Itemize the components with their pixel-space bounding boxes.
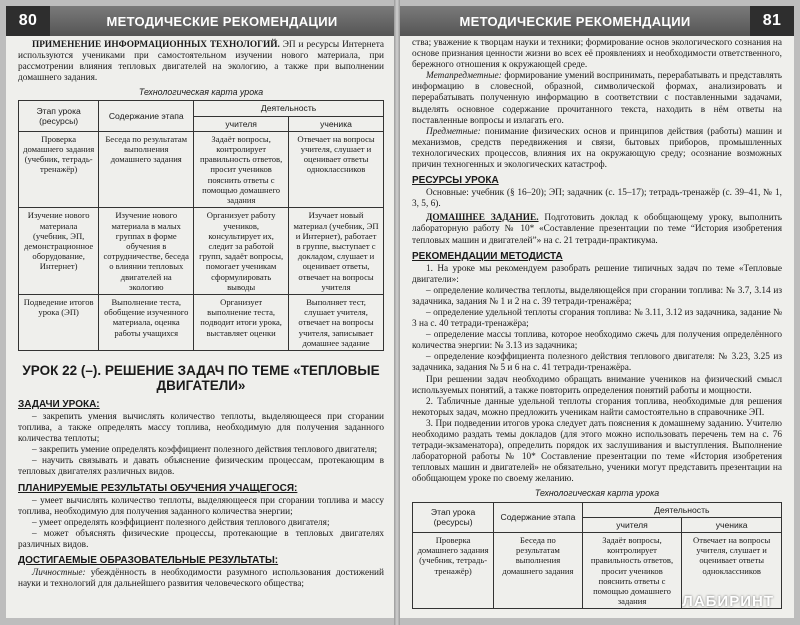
personal-label: Личностные:: [32, 567, 86, 578]
achievements-heading: ДОСТИГАЕМЫЕ ОБРАЗОВАТЕЛЬНЫЕ РЕЗУЛЬТАТЫ:: [18, 554, 279, 566]
cell-content: Изучение нового материала в малых группах в форме обучения в сотрудничестве, беседа о влиянии тепловых двигателей на экологию: [99, 208, 194, 295]
col-header-content: Содержание этапа: [494, 502, 583, 532]
table-row: [19, 131, 384, 207]
col-header-content: Содержание этапа: [99, 101, 194, 131]
list-item: – может объяснять физические процессы, протекающие в тепловых двигателях различных видов.: [18, 528, 384, 550]
right-header-title: МЕТОДИЧЕСКИЕ РЕКОМЕНДАЦИИ: [459, 13, 691, 29]
resources-heading: РЕСУРСЫ УРОКА: [412, 175, 499, 187]
left-tech-map-table: [18, 100, 384, 350]
cell-stage: Проверка домашнего задания (учебник, тетрадь-тренажёр): [19, 131, 99, 207]
cell-student: Выполняет тест, слушает учителя, отвечает на вопросы учителя, записывает домашнее задание: [289, 294, 384, 350]
list-item: – определение массы топлива, которое необходимо сжечь для получения определённого количества энергии: № 3.13 из задачника;: [412, 330, 782, 352]
col-header-student: ученика: [289, 116, 384, 131]
cell-content: Беседа по результатам выполнения домашнего задания: [99, 131, 194, 207]
homework-paragraph: [412, 213, 782, 246]
cell-teacher: Задаёт вопросы, контролирует правильность ответов, просит учеников пояснить ответы с помощью домашнего задания: [194, 131, 289, 207]
labirint-watermark: ЛАБИРИНТ: [682, 593, 774, 610]
right-page-content: [400, 36, 794, 609]
left-page-number: 80: [6, 6, 50, 36]
rec-3: 3. При подведении итогов урока следует дать пояснения к домашнему заданию. Учителю необходимо раздать темы докладов (для этого можно использовать перечень тем на с. 76 тетради-экзаменатора), определить порядок их заслушивания и выступления. Выполнение лабораторной работы № 10* Составление презентации по теме «История изобретения тепловых машин и двигателей» не обязательно, ученики могут представить презентации на обобщающем уроке по своему желанию.: [412, 418, 782, 485]
tasks-heading: ЗАДАЧИ УРОКА:: [18, 398, 100, 410]
intro-heading: ПРИМЕНЕНИЕ ИНФОРМАЦИОННЫХ ТЕХНОЛОГИЙ.: [32, 40, 280, 50]
cell-content: Беседа по результатам выполнения домашнего задания: [494, 532, 583, 608]
col-header-stage: Этап урока (ресурсы): [19, 101, 99, 131]
homework-heading: ДОМАШНЕЕ ЗАДАНИЕ.: [426, 213, 539, 224]
left-page: [6, 6, 394, 618]
continued-paragraph: ства; уважение к творцам науки и техники; формирование основ экологического сознания на основе признания ценности жизни во всех её проявлениях и необходимости ответственного, бережного отношения к окружающей среде.: [412, 38, 782, 71]
list-item: – определение коэффициента полезного действия теплового двигателя: № 3.23, 3.25 из задачника, задания № 5 и 6 на с. 41 тетради-тренажёра.: [412, 352, 782, 374]
left-page-header: [6, 6, 394, 36]
cell-student: Отвечает на вопросы учителя, слушает и оценивает ответы одноклассников: [289, 131, 384, 207]
intro-paragraph: [18, 40, 384, 84]
left-table-title: Технологическая карта урока: [138, 87, 264, 98]
intro-text: ЭП и ресурсы Интернета используются учениками при самостоятельном изучении нового материала, при рассмотрении влияния тепловых двигателей на экологию, а также при выполнении домашнего задания.: [18, 40, 385, 84]
recommendations-heading: РЕКОМЕНДАЦИИ МЕТОДИСТА: [412, 250, 563, 262]
list-item: – умеет вычислять количество теплоты, выделяющееся при сгорании топлива и массу топлива, необходимую для получения заданного количества энергии;: [18, 495, 384, 517]
resources-text: Основные: учебник (§ 16–20); ЭП; задачник (с. 15–17); тетрадь-тренажёр (с. 39–41, № 1, 3, 5, 6).: [412, 188, 782, 210]
right-page-number: 81: [750, 6, 794, 36]
list-item: – закрепить умения вычислять количество теплоты, выделяющееся при сгорании топлива, а также определять массу топлива, необходимую для получения заданного количества теплоты;: [18, 411, 384, 445]
cell-teacher: Задаёт вопросы, контролирует правильность ответов, просит учеников пояснить ответы с помощью домашнего задания: [582, 532, 682, 608]
list-item: – умеет определять коэффициент полезного действия теплового двигателя;: [32, 517, 330, 528]
table-row: [19, 294, 384, 350]
left-page-content: [6, 36, 394, 590]
rec-2: 2. Табличные данные удельной теплоты сгорания топлива, необходимые для решения некоторых задач, можно предложить ученикам найти самостоятельно в справочнике ЭП.: [412, 396, 782, 418]
subject-label: Предметные:: [426, 126, 481, 137]
right-page-header: [400, 6, 794, 36]
cell-stage: Проверка домашнего задания (учебник, тетрадь-тренажёр): [413, 532, 494, 608]
right-table-title: Технологическая карта урока: [534, 488, 660, 499]
col-header-activity: Деятельность: [582, 502, 781, 517]
list-item: – закрепить умение определять коэффициент полезного действия теплового двигателя;: [32, 445, 378, 456]
subject-text: понимание физических основ и принципов действия (работы) машин и механизмов, средств передвижения и связи, бытовых приборов, промышленных технологических процессов, влияния их на окружающую среду; осознание возможных причин техногенных и экологических катастроф.: [412, 126, 782, 171]
meta-label: Метапредметные:: [426, 71, 502, 82]
cell-stage: Подведение итогов урока (ЭП): [19, 294, 99, 350]
list-item: – определение удельной теплоты сгорания топлива: № 3.11, 3.12 из задачника, задание № 3 на с. 40 тетради-тренажёра;: [412, 307, 782, 330]
lesson-title: УРОК 22 (–). РЕШЕНИЕ ЗАДАЧ ПО ТЕМЕ «ТЕПЛОВЫЕ ДВИГАТЕЛИ»: [22, 362, 380, 393]
subject-results: [412, 127, 782, 171]
cell-content: Выполнение теста, обобщение изученного материала, оценка работы учащихся: [99, 294, 194, 350]
rec-1: 1. На уроке мы рекомендуем разобрать решение типичных задач по теме «Тепловые двигатели»:: [412, 263, 782, 285]
cell-teacher: Организует работу учеников, консультирует их, следит за работой групп, задаёт вопросы, помогает ученикам сформулировать выводы: [194, 208, 289, 295]
personal-text: убеждённость в необходимости разумного использования достижений науки и технологий для дальнейшего развития человеческого общества;: [18, 567, 384, 590]
col-header-activity: Деятельность: [194, 101, 384, 116]
homework-text: Подготовить доклад к обобщающему уроку, выполнить лабораторную работу № 10* «Составление презентации по теме “История изобретения тепловых машин и двигателей”» на с. 21 тетради-практикума.: [412, 213, 782, 246]
cell-student: Отвечает на вопросы учителя, слушает и оценивает ответы одноклассников: [682, 532, 782, 608]
list-item: – определение количества теплоты, выделяющейся при сгорании топлива: № 3.7, 3.14 из задачника, задания № 1 и 2 на с. 39 тетради-тренажёра;: [412, 285, 782, 307]
personal-results: [18, 568, 384, 590]
cell-student: Изучает новый материал (учебник, ЭП и Интернет), работает в группе, выступает с докладом, слушает и оценивает ответы, отвечает на вопросы учителя: [289, 208, 384, 295]
left-header-title: МЕТОДИЧЕСКИЕ РЕКОМЕНДАЦИИ: [106, 13, 338, 29]
rec-1-tail: При решении задач необходимо обращать внимание учеников на физический смысл используемых понятий, а также повторить определения понятий работы и мощности.: [412, 374, 782, 396]
right-page: [400, 6, 794, 618]
col-header-stage: Этап урока (ресурсы): [413, 502, 494, 532]
col-header-teacher: учителя: [194, 116, 289, 131]
cell-teacher: Организует выполнение теста, подводит итоги урока, выставляет оценки: [194, 294, 289, 350]
results-heading: ПЛАНИРУЕМЫЕ РЕЗУЛЬТАТЫ ОБУЧЕНИЯ УЧАЩЕГОСЯ:: [18, 482, 298, 494]
col-header-teacher: учителя: [582, 517, 682, 532]
list-item: – научить связывать и давать объяснение физическим процессам, протекающим в тепловых двигателях различных видов.: [18, 456, 384, 478]
cell-stage: Изучение нового материала (учебник, ЭП, демонстрационное оборудование, Интернет): [19, 208, 99, 295]
table-row: [19, 208, 384, 295]
meta-text: формирование умений воспринимать, перерабатывать и представлять информацию в словесной, образной, символической формах, анализировать и перерабатывать полученную информацию в соответствии с поставленными задачами, выделять основное содержание прочитанного текста, находить в нём ответы на поставленные вопросы и излагать его.: [412, 71, 782, 126]
meta-results: [412, 71, 782, 126]
col-header-student: ученика: [682, 517, 782, 532]
